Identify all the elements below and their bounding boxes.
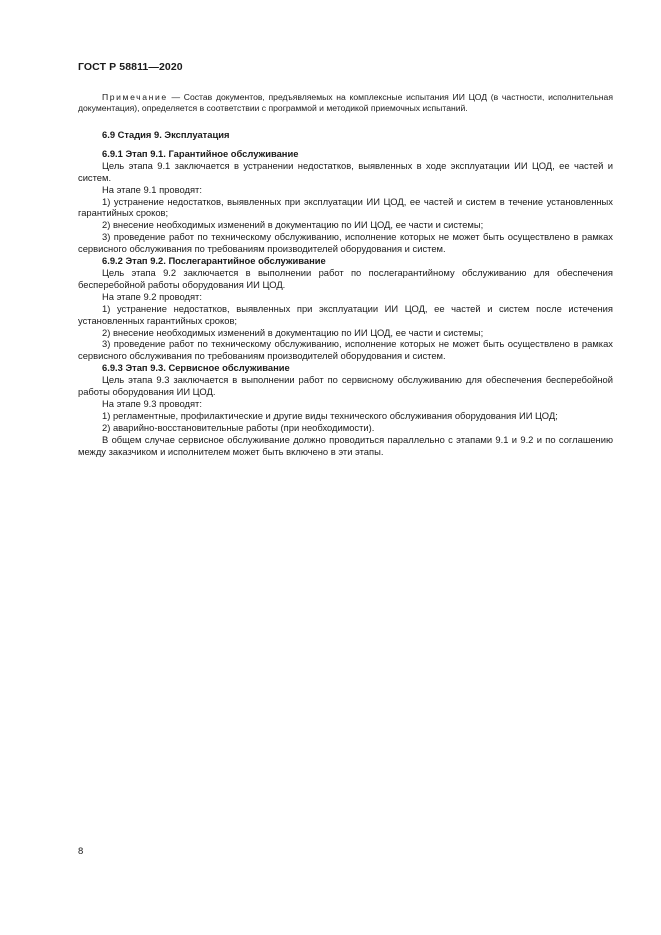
section-title: 6.9 Стадия 9. Эксплуатация [102,129,230,140]
paragraph: На этапе 9.1 проводят: [102,183,202,195]
list-item: 2) внесение необходимых изменений в документацию по ИИ ЦОД, ее части и системы; [102,326,484,338]
paragraph: На этапе 9.2 проводят: [102,290,202,302]
subsection-title-9-2: 6.9.2 Этап 9.2. Послегарантийное обслуживание [102,255,326,267]
subsection-title-9-3: 6.9.3 Этап 9.3. Сервисное обслуживание [102,362,290,374]
note-text: — Состав документов, предъявляемых на комплексные испытания ИИ ЦОД (в частности, исполнительная документация), определяется в соответствии с программой и методикой приемочных испытаний. [78,92,613,113]
list-item: 1) регламентные, профилактические и другие виды технического обслуживания оборудования ИИ ЦОД; [102,409,558,421]
list-item: 3) проведение работ по техническому обслуживанию, исполнение которых не может быть осуществлено в рамках сервисного обслуживания по требованиям производителей оборудования и систем. [78,231,613,255]
document-header: ГОСТ Р 58811—2020 [78,61,183,73]
paragraph: Цель этапа 9.3 заключается в выполнении работ по сервисному обслуживанию для обеспечения бесперебойной работы оборудования ИИ ЦОД. [78,374,613,398]
note-label: Примечание [102,92,168,102]
list-item: 3) проведение работ по техническому обслуживанию, исполнение которых не может быть осуществлено в рамках сервисного обслуживания по требованиям производителей оборудования и систем. [78,338,613,362]
list-item: 2) внесение необходимых изменений в документацию по ИИ ЦОД, ее части и системы; [102,219,484,231]
paragraph: Цель этапа 9.2 заключается в выполнении работ по послегарантийному обслуживанию для обеспечения бесперебойной работы оборудования ИИ ЦОД. [78,266,613,290]
paragraph: В общем случае сервисное обслуживание должно проводиться параллельно с этапами 9.1 и 9.2 и по соглашению между заказчиком и исполнителем может быть включено в эти этапы. [78,433,613,457]
page-number: 8 [78,846,84,857]
subsection-title-9-1: 6.9.1 Этап 9.1. Гарантийное обслуживание [102,147,299,159]
paragraph: На этапе 9.3 проводят: [102,397,202,409]
page-content [78,92,613,457]
list-item: 1) устранение недостатков, выявленных при эксплуатации ИИ ЦОД, ее частей и систем в течение установленных гарантийных сроков; [78,195,613,219]
paragraph: Цель этапа 9.1 заключается в устранении недостатков, выявленных в ходе эксплуатации ИИ ЦОД, ее частей и систем. [78,159,613,183]
list-item: 2) аварийно-восстановительные работы (при необходимости). [102,421,375,433]
list-item: 1) устранение недостатков, выявленных при эксплуатации ИИ ЦОД, ее частей и систем после истечения установленных гарантийных сроков; [78,302,613,326]
note-paragraph [78,92,613,114]
